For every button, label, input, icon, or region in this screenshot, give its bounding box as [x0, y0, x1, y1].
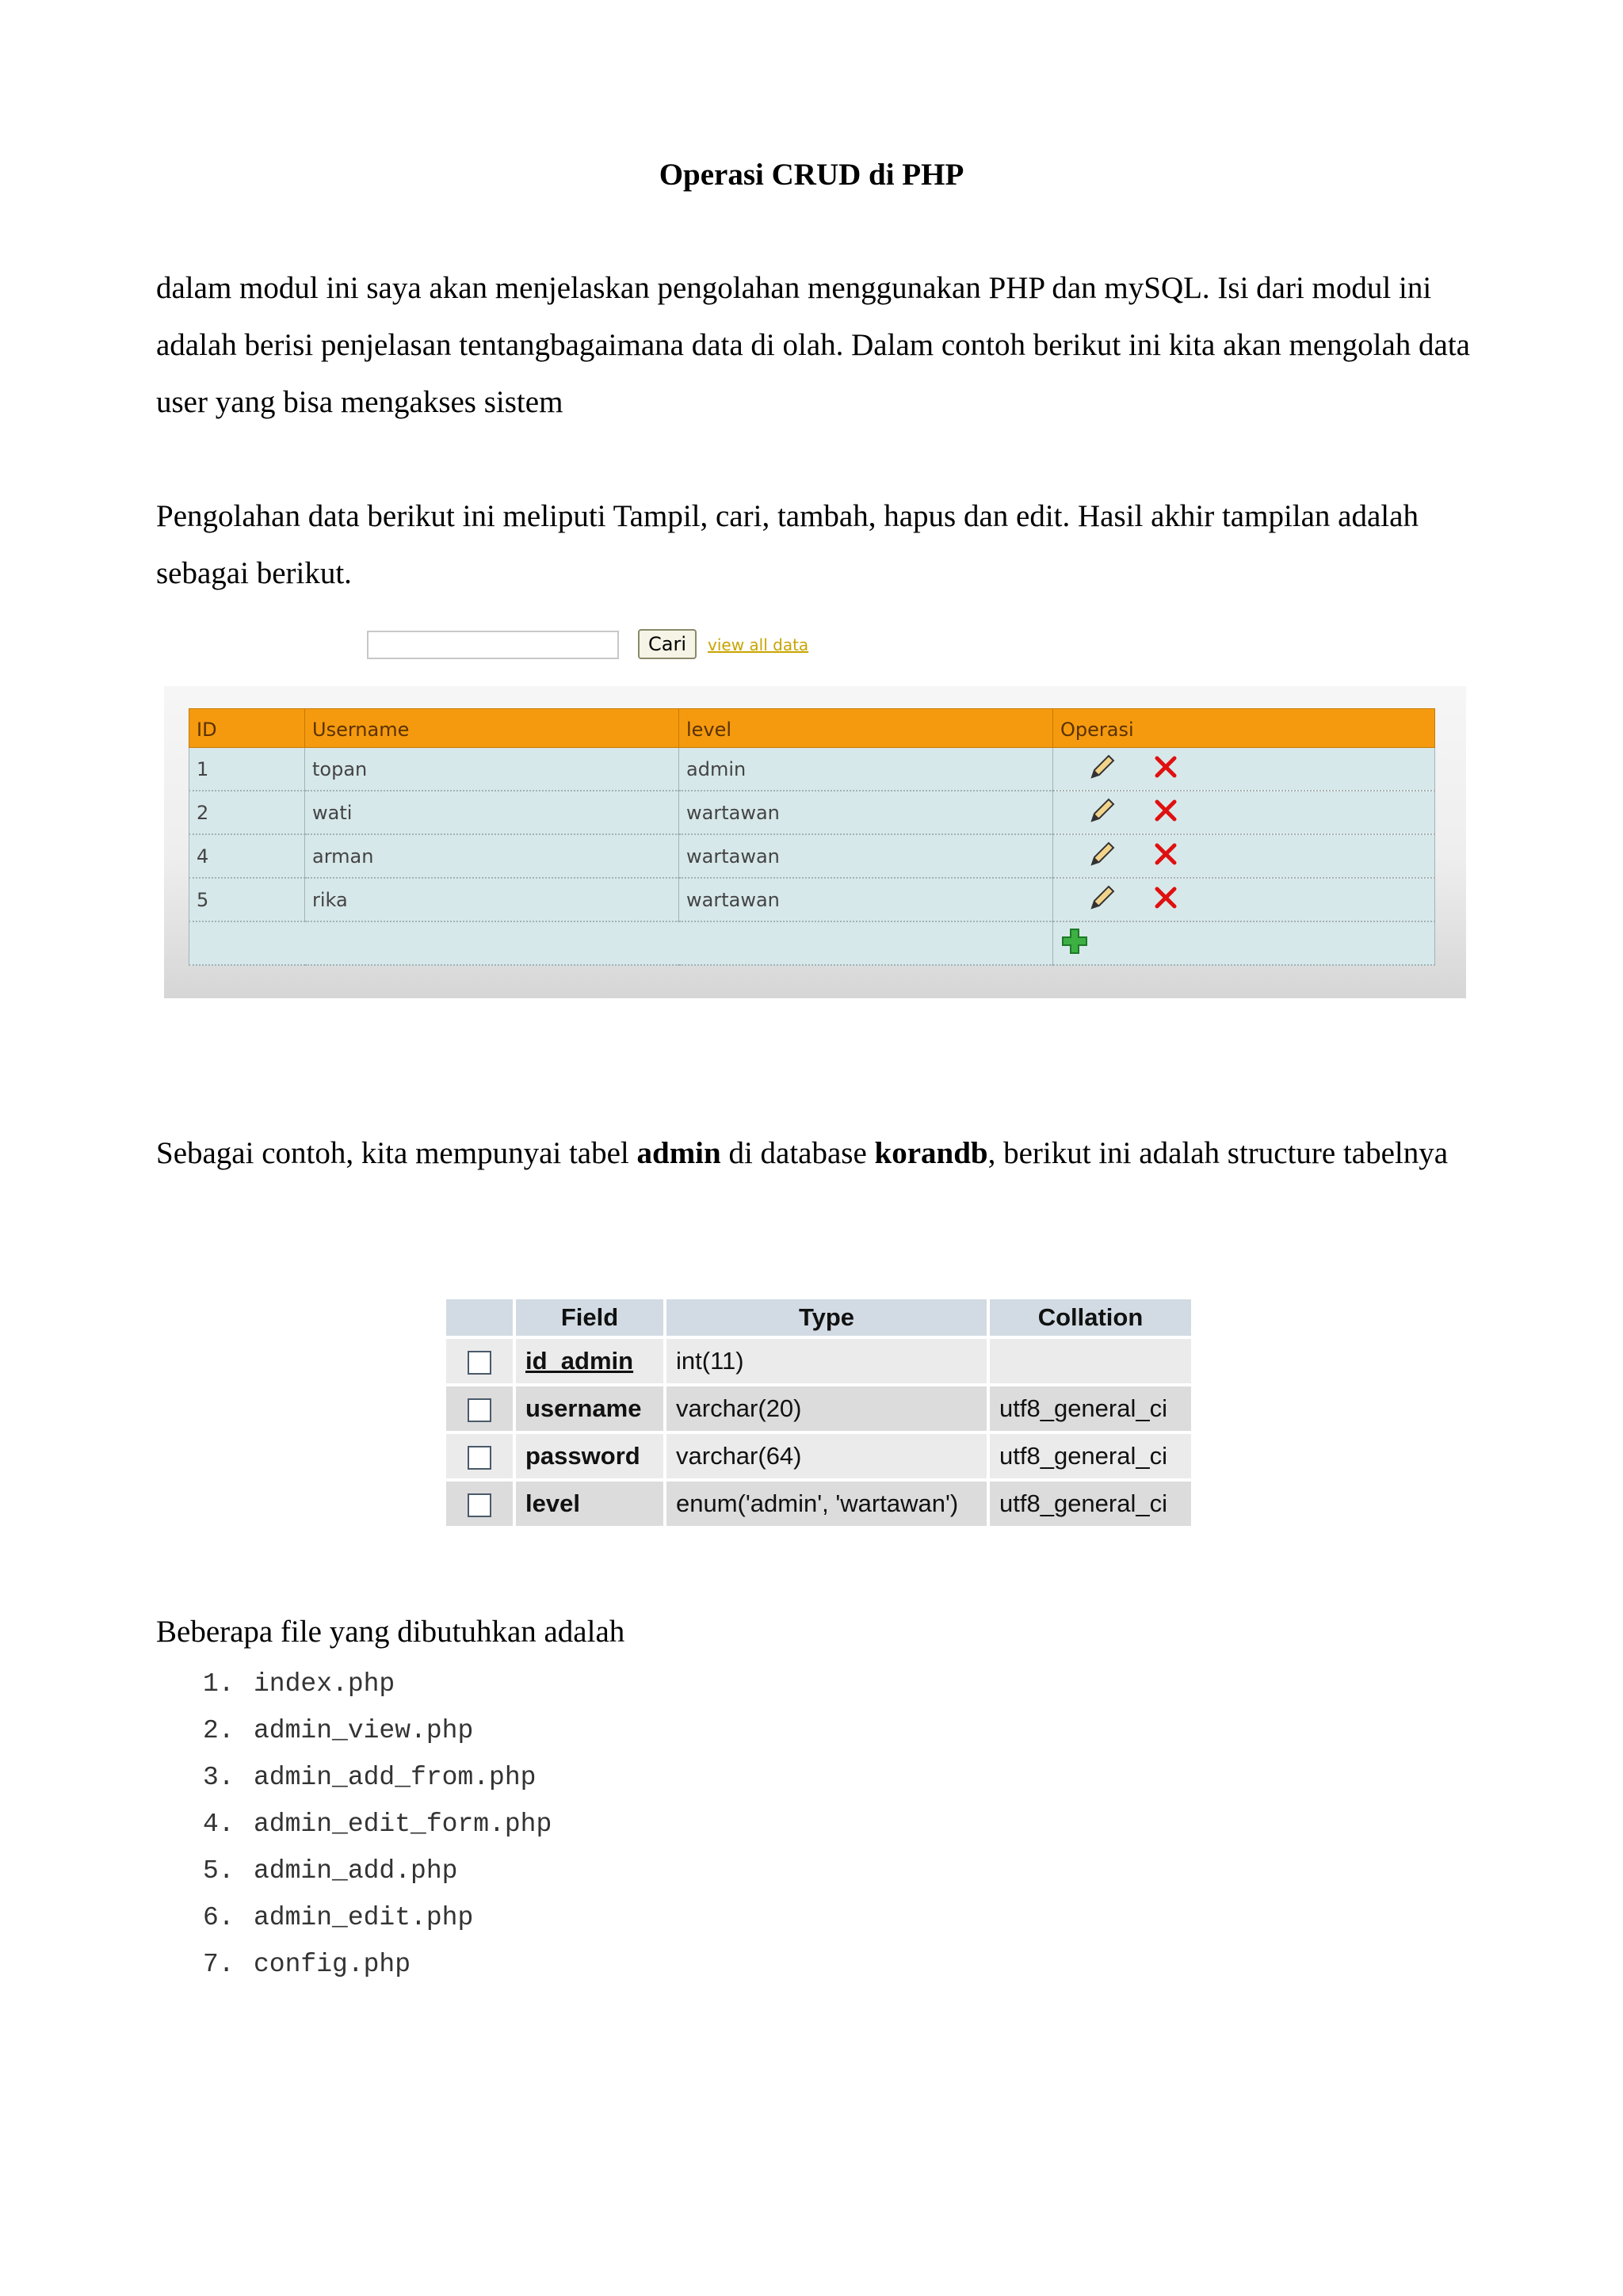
cell-level: admin — [679, 748, 1053, 791]
x-icon[interactable] — [1154, 886, 1178, 914]
crud-screenshot — [164, 618, 1466, 998]
cell-collation — [990, 1339, 1191, 1383]
list-number: 7. — [203, 1950, 235, 1979]
cell-collation: utf8_general_ci — [990, 1386, 1191, 1431]
cell-type: varchar(20) — [666, 1386, 987, 1431]
text-span: , berikut ini adalah structure tabelnya — [987, 1136, 1449, 1170]
pencil-icon[interactable] — [1087, 884, 1116, 916]
text-span: di database — [720, 1136, 875, 1170]
features-paragraph: Pengolahan data berikut ini meliputi Tampil, cari, tambah, hapus dan edit. Hasil akhir tampilan adalah sebagai berikut. — [156, 499, 1419, 590]
cell-username: arman — [305, 834, 679, 878]
cell-add — [1053, 921, 1435, 965]
cell-level: wartawan — [679, 791, 1053, 834]
document-title: Operasi CRUD di PHP — [659, 158, 964, 192]
structure-screenshot — [446, 1299, 1185, 1531]
view-all-link[interactable]: view all data — [708, 635, 809, 654]
cell-id: 2 — [189, 791, 305, 834]
list-item — [203, 1941, 552, 1988]
user-table — [189, 708, 1435, 966]
row-checkbox[interactable] — [468, 1493, 491, 1517]
column-header-checkbox — [446, 1299, 513, 1336]
list-item — [203, 1848, 552, 1894]
cell-field: password — [516, 1434, 663, 1478]
row-checkbox[interactable] — [468, 1398, 491, 1422]
column-header-collation: Collation — [990, 1299, 1191, 1336]
list-number: 2. — [203, 1716, 235, 1745]
file-name: admin_add.php — [254, 1856, 458, 1886]
list-item — [203, 1661, 552, 1707]
table-row — [446, 1339, 1191, 1383]
cell-type: int(11) — [666, 1339, 987, 1383]
cell-collation: utf8_general_ci — [990, 1434, 1191, 1478]
list-item — [203, 1894, 552, 1941]
column-header-id: ID — [189, 709, 305, 748]
x-icon[interactable] — [1154, 842, 1178, 871]
structure-table-header — [446, 1299, 1191, 1336]
pencil-icon[interactable] — [1087, 753, 1116, 785]
file-name: index.php — [254, 1669, 395, 1699]
column-header-username: Username — [305, 709, 679, 748]
cell-collation: utf8_general_ci — [990, 1482, 1191, 1526]
cell-level: wartawan — [679, 878, 1053, 921]
table-row — [446, 1386, 1191, 1431]
file-name: admin_view.php — [254, 1716, 474, 1745]
cell-operasi — [1053, 748, 1435, 791]
row-checkbox-cell — [446, 1482, 513, 1526]
cell-username: topan — [305, 748, 679, 791]
file-name: config.php — [254, 1950, 411, 1979]
database-name: korandb — [874, 1136, 988, 1170]
cell-type: enum('admin', 'wartawan') — [666, 1482, 987, 1526]
cell-operasi — [1053, 791, 1435, 834]
user-table-header — [189, 709, 1435, 748]
intro-paragraph: dalam modul ini saya akan menjelaskan pengolahan menggunakan PHP dan mySQL. Isi dari modul ini adalah berisi penjelasan tentangbagaimana data di olah. Dalam contoh berikut ini kita akan mengolah data user yang bisa mengakses sistem — [156, 271, 1470, 419]
list-item — [203, 1707, 552, 1754]
row-checkbox-cell — [446, 1339, 513, 1383]
table-name: admin — [636, 1136, 721, 1170]
x-icon[interactable] — [1154, 799, 1178, 827]
list-number: 1. — [203, 1669, 235, 1699]
column-header-operasi: Operasi — [1053, 709, 1435, 748]
row-checkbox[interactable] — [468, 1446, 491, 1470]
cell-type: varchar(64) — [666, 1434, 987, 1478]
cell-level: wartawan — [679, 834, 1053, 878]
table-row — [189, 878, 1435, 921]
crud-panel — [164, 686, 1466, 998]
file-name: admin_add_from.php — [254, 1763, 537, 1792]
text-span: Sebagai contoh, kita mempunyai tabel — [156, 1136, 637, 1170]
list-number: 3. — [203, 1763, 235, 1792]
list-item — [203, 1801, 552, 1848]
files-paragraph: Beberapa file yang dibutuhkan adalah — [156, 1615, 625, 1649]
table-row — [446, 1434, 1191, 1478]
file-name: admin_edit_form.php — [254, 1810, 552, 1839]
structure-paragraph — [156, 1125, 1487, 1182]
table-row — [446, 1482, 1191, 1526]
table-row — [189, 791, 1435, 834]
cell-id: 4 — [189, 834, 305, 878]
cell-id: 5 — [189, 878, 305, 921]
table-row — [189, 834, 1435, 878]
empty-cell — [189, 921, 305, 965]
table-row — [189, 748, 1435, 791]
cell-field: level — [516, 1482, 663, 1526]
row-checkbox-cell — [446, 1386, 513, 1431]
structure-table — [443, 1296, 1194, 1529]
empty-cell — [679, 921, 1053, 965]
column-header-level: level — [679, 709, 1053, 748]
cell-operasi — [1053, 878, 1435, 921]
file-list — [203, 1661, 552, 1988]
list-number: 5. — [203, 1856, 235, 1886]
search-input[interactable] — [367, 631, 619, 659]
cell-field[interactable]: id_admin — [516, 1339, 663, 1383]
cell-id: 1 — [189, 748, 305, 791]
column-header-type: Type — [666, 1299, 987, 1336]
list-number: 4. — [203, 1810, 235, 1839]
cell-username: wati — [305, 791, 679, 834]
empty-cell — [305, 921, 679, 965]
cell-username: rika — [305, 878, 679, 921]
cell-operasi — [1053, 834, 1435, 878]
list-number: 6. — [203, 1903, 235, 1932]
row-checkbox[interactable] — [468, 1351, 491, 1375]
file-name: admin_edit.php — [254, 1903, 474, 1932]
row-checkbox-cell — [446, 1434, 513, 1478]
pencil-icon[interactable] — [1087, 797, 1116, 829]
cell-field: username — [516, 1386, 663, 1431]
list-item — [203, 1754, 552, 1801]
search-button[interactable]: Cari — [638, 629, 697, 659]
add-row — [189, 921, 1435, 965]
x-icon[interactable] — [1154, 755, 1178, 784]
pencil-icon[interactable] — [1087, 841, 1116, 872]
plus-icon[interactable] — [1060, 927, 1089, 960]
column-header-field: Field — [516, 1299, 663, 1336]
